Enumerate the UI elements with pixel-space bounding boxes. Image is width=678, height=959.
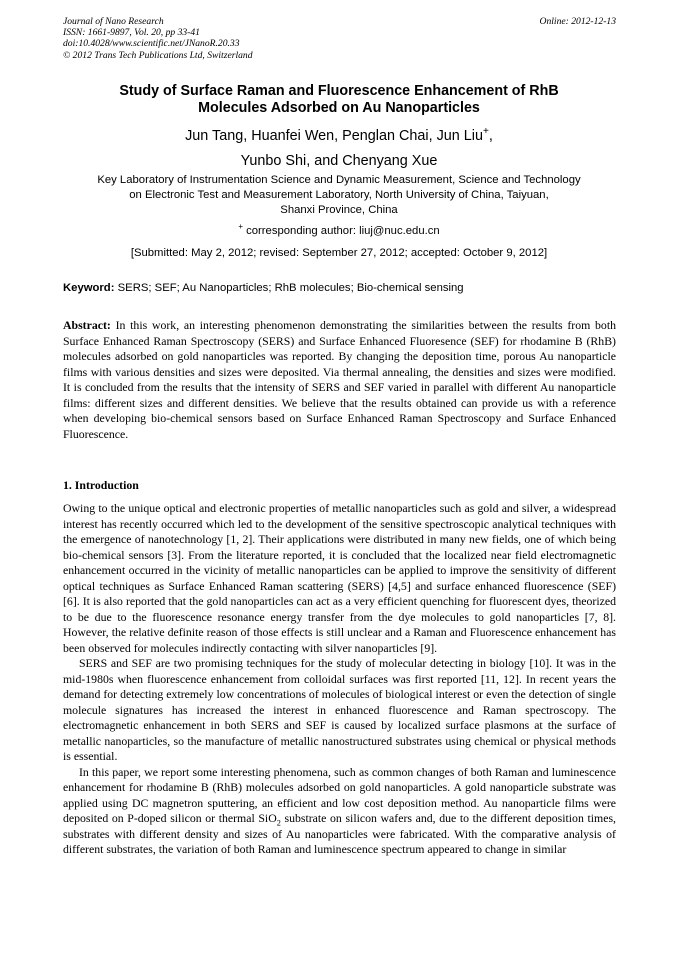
introduction-text [63,501,616,858]
online-date: Online: 2012-12-13 [539,16,616,27]
journal-name: Journal of Nano Research [63,16,164,27]
copyright: © 2012 Trans Tech Publications Ltd, Switzerland [63,49,253,61]
corresponding-mark: + [238,222,243,232]
title-line-2: Molecules Adsorbed on Au Nanoparticles [198,100,480,116]
abstract-label: Abstract: [63,318,111,332]
affiliation-line-1: Key Laboratory of Instrumentation Science and Dynamic Measurement, Science and Technology [97,174,581,186]
affiliation [40,173,638,218]
author-list [40,124,638,174]
paper-title [40,83,638,117]
intro-p3-part-b: substrate on silicon wafers and, due to the different deposition times, substrates with different density and sizes of Au nanoparticles were fabricated. With the comparative analysis of different substrates, the variation of both Raman and luminescence spectrum appeared to change in similar [63,811,616,856]
corresponding-author [40,224,638,238]
keywords-text: SERS; SEF; Au Nanoparticles; RhB molecules; Bio-chemical sensing [114,282,464,294]
intro-p3-subscript: 2 [276,818,281,828]
authors-line-1 [40,124,638,149]
abstract-text: In this work, an interesting phenomenon demonstrating the similarities between the results from both Surface Enhanced Raman Spectroscopy (SERS) and Surface Enhanced Fluoresence (SEF) for rhodamine B (RhB) molecules adsorbed on gold nanoparticles was reported. By changing the deposition time, porous Au nanoparticle films with various densities and sizes were deposited. Via thermal annealing, the densities and sizes were modified. It is concluded from the results that the intensity of SERS and SEF varied in parallel with different Au nanoparticle films: different sizes and different densities. We believe that the results obtained can provide us with a reference when developing bio-chemical sensors based on Surface Enhanced Raman Spectroscopy and Surface Enhanced Fluorescence. [63,318,616,441]
section-heading: 1. Introduction [63,478,139,492]
author-mark: + [482,126,489,138]
title-line-1: Study of Surface Raman and Fluorescence Enhancement of RhB [119,83,559,99]
affiliation-line-3: Shanxi Province, China [280,204,398,216]
intro-paragraph-2: SERS and SEF are two promising techniques for the study of molecular detecting in biology [10]. It was in the mid-1980s when fluorescence enhancement from colloidal surfaces was first reported [11, 12]. In recent years the demand for detecting extremely low concentrations of molecules of biological interest or even the detection of single molecule signatures has increased the interest in enhanced fluorescence and Raman spectroscopy. The electromagnetic enhancement in both SERS and SEF is caused by localized surface plasmons at the surface of metallic nanoparticles, so the manufacture of metallic nanostructured substrates using chemical or physical methods is essential. [63,656,616,763]
corresponding-text: corresponding author: liuj@nuc.edu.cn [246,225,440,237]
keywords-label: Keyword: [63,282,115,294]
intro-p3-part-a: In this paper, we report some interesting phenomena, such as common changes of both Raman and luminescence enhancement for rhodamine B (RhB) molecules adsorbed on gold nanoparticles. A gold nanoparticle substrate was applied using DC magnetron sputtering, an efficient and low cost deposition method. Au nanoparticle films were deposited on P-doped silicon or thermal SiO [63,764,616,825]
authors-names-1: Jun Tang, Huanfei Wen, Penglan Chai, Jun Liu [185,128,483,144]
abstract [63,318,616,442]
doi: doi:10.4028/www.scientific.net/JNanoR.20.33 [63,38,240,50]
issn-volume: ISSN: 1661-9897, Vol. 20, pp 33-41 [63,27,200,39]
intro-paragraph-3 [63,765,616,858]
keywords [63,281,618,295]
journal-header [63,16,616,61]
authors-line-2: Yunbo Shi, and Chenyang Xue [240,153,438,169]
submission-dates: [Submitted: May 2, 2012; revised: September 27, 2012; accepted: October 9, 2012] [130,247,548,259]
affiliation-line-2: on Electronic Test and Measurement Laboratory, North University of China, Taiyuan, [129,189,549,201]
authors-comma: , [488,128,493,144]
intro-paragraph-1: Owing to the unique optical and electronic properties of metallic nanoparticles such as gold and silver, a widespread interest has recently occurred which led to the development of the sensitive spectroscopic analytical techniques with the emergence of nanotechnology [1, 2]. Their applications were distributed in many new fields, one of which being bio-chemical sensors [3]. From the literature reported, it is concluded that the localized near field electromagnetic enhancement occurred in the vicinity of metallic nanoparticles can be applied to improve the sensitivity of different optical techniques as Surface Enhanced Raman scattering (SERS) [4,5] and surface enhanced fluorescence (SEF) [6]. It is also reported that the gold nanoparticles can act as a very efficient quenching for fluorescent dyes, theorized to be due to the fluorescence resonance energy transfer from the dye molecules to gold nanoparticles [7, 8]. However, the relative definite reason of those effects is still unclear and a Raman and Fluorescence enhancement has been observed for molecules indirectly contacting with silver nanoparticles [9]. [63,501,616,655]
